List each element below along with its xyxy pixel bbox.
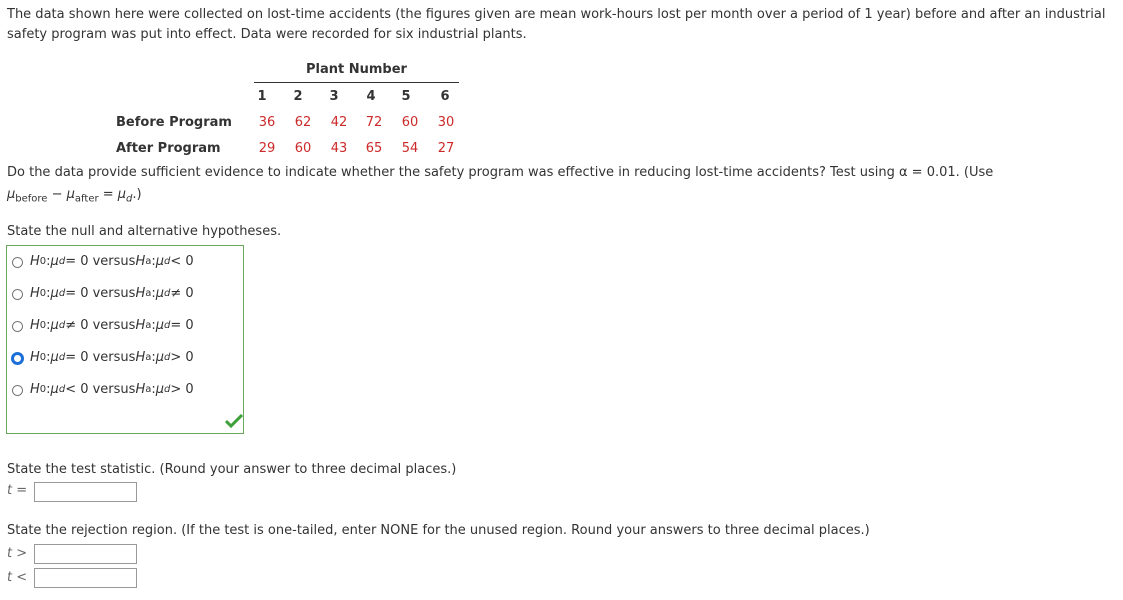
h-symbol: H [30, 318, 40, 333]
null-text: = 0 versus [65, 286, 136, 301]
radio-button[interactable] [12, 289, 23, 300]
table-cell: 30 [437, 115, 455, 130]
table-cell: 36 [258, 115, 276, 130]
t-greater-label: t > [7, 546, 28, 561]
closing-text: .) [132, 187, 142, 202]
d-subscript: d [164, 256, 171, 267]
mu-symbol: μ [50, 254, 59, 269]
d-subscript: d [58, 384, 66, 395]
colon: : [46, 286, 51, 301]
d-subscript: d [164, 320, 171, 331]
h-symbol: H [135, 286, 146, 301]
null-text: = 0 versus [65, 350, 136, 365]
d-subscript: d [58, 320, 66, 331]
colon: : [151, 350, 156, 365]
rejection-lower-input[interactable] [34, 568, 137, 588]
h-symbol: H [135, 318, 146, 333]
test-statistic-prompt: State the test statistic. (Round your answer to three decimal places.) [7, 462, 457, 477]
null-text: ≠ 0 versus [65, 318, 136, 333]
hypothesis-option[interactable] [12, 283, 194, 305]
hypothesis-option-selected[interactable] [12, 347, 194, 369]
ha-subscript: a [145, 320, 152, 331]
colon: : [151, 318, 156, 333]
h-symbol: H [30, 350, 40, 365]
table-cell: 65 [365, 141, 383, 156]
radio-button[interactable] [12, 321, 23, 332]
mu-symbol: μ [66, 187, 75, 202]
table-cell: 72 [365, 115, 383, 130]
h-symbol: H [135, 254, 146, 269]
table-row [0, 139, 470, 159]
alt-text: > 0 [170, 382, 194, 397]
alt-text: = 0 [170, 318, 194, 333]
plant-header: 4 [366, 89, 376, 104]
table-cell: 62 [294, 115, 312, 130]
table-cell: 60 [294, 141, 312, 156]
alt-text: < 0 [170, 254, 194, 269]
table-row [0, 113, 470, 133]
null-text: < 0 versus [65, 382, 136, 397]
plant-header: 5 [401, 89, 411, 104]
mu-symbol: μ [7, 187, 16, 202]
colon: : [46, 350, 51, 365]
colon: : [46, 318, 51, 333]
radio-button[interactable] [12, 385, 23, 396]
mu-symbol: μ [50, 318, 59, 333]
hypothesis-option[interactable] [12, 315, 194, 337]
after-subscript: after [74, 193, 99, 205]
ha-subscript: a [145, 288, 152, 299]
alt-text: > 0 [170, 350, 194, 365]
equals-sign: = [98, 187, 118, 202]
colon: : [151, 286, 156, 301]
colon: : [151, 382, 156, 397]
rejection-upper-input[interactable] [34, 544, 137, 564]
hypotheses-prompt: State the null and alternative hypotheses. [7, 224, 282, 239]
row-label: Before Program [116, 115, 232, 130]
table-cell: 27 [437, 141, 455, 156]
table-header-row [0, 87, 470, 107]
ha-subscript: a [145, 256, 152, 267]
plant-header: 3 [329, 89, 339, 104]
h-symbol: H [30, 286, 40, 301]
d-subscript: d [58, 352, 66, 363]
h-symbol: H [30, 382, 40, 397]
mu-symbol: μ [155, 382, 165, 397]
question-text [7, 162, 1117, 211]
d-subscript: d [126, 193, 133, 205]
alt-text: ≠ 0 [170, 286, 194, 301]
t-less-label: t < [7, 570, 28, 585]
mu-symbol: μ [50, 350, 59, 365]
mu-symbol: μ [155, 318, 165, 333]
hypothesis-option[interactable] [12, 251, 194, 273]
hypothesis-option[interactable] [12, 379, 194, 401]
h0-subscript: 0 [39, 384, 47, 395]
mu-symbol: μ [50, 382, 59, 397]
plant-header: 2 [293, 89, 303, 104]
mu-symbol: μ [117, 187, 127, 202]
d-subscript: d [164, 288, 171, 299]
radio-button-selected[interactable] [11, 352, 24, 365]
hypotheses-options [6, 245, 244, 434]
ha-subscript: a [145, 352, 152, 363]
minus-sign: − [47, 187, 67, 202]
before-subscript: before [15, 193, 48, 205]
d-subscript: d [164, 352, 171, 363]
rejection-region-prompt: State the rejection region. (If the test is one-tailed, enter NONE for the unused region. Round your answers to three decimal places.) [7, 523, 870, 538]
h0-subscript: 0 [39, 288, 47, 299]
h0-subscript: 0 [39, 352, 47, 363]
h-symbol: H [30, 254, 40, 269]
plant-header: 6 [440, 89, 450, 104]
d-subscript: d [164, 384, 171, 395]
check-icon [225, 414, 243, 428]
table-title: Plant Number [306, 62, 407, 77]
d-subscript: d [58, 256, 66, 267]
h-symbol: H [135, 350, 146, 365]
mu-symbol: μ [155, 254, 165, 269]
table-cell: 60 [401, 115, 419, 130]
colon: : [46, 382, 51, 397]
mu-symbol: μ [155, 286, 165, 301]
plant-header: 1 [257, 89, 267, 104]
h0-subscript: 0 [39, 320, 47, 331]
mu-symbol: μ [155, 350, 165, 365]
question-prompt: Do the data provide sufficient evidence to indicate whether the safety program was effective in reducing lost-time accidents? Test using α = 0.01. (Use [7, 165, 994, 180]
h0-subscript: 0 [39, 256, 47, 267]
radio-button[interactable] [12, 257, 23, 268]
table-cell: 29 [258, 141, 276, 156]
null-text: = 0 versus [65, 254, 136, 269]
table-cell: 42 [330, 115, 348, 130]
colon: : [151, 254, 156, 269]
table-rule [254, 82, 459, 83]
mu-symbol: μ [50, 286, 59, 301]
table-cell: 43 [330, 141, 348, 156]
row-label: After Program [116, 141, 221, 156]
table-cell: 54 [401, 141, 419, 156]
t-equals-label: t = [7, 483, 28, 498]
h-symbol: H [135, 382, 146, 397]
d-subscript: d [58, 288, 66, 299]
colon: : [46, 254, 51, 269]
ha-subscript: a [145, 384, 152, 395]
intro-paragraph: The data shown here were collected on lost-time accidents (the figures given are mean work-hours lost per month over a period of 1 year) before and after an industrial safety program was put into effect. Data were recorded for six industrial plants. [7, 7, 1106, 42]
test-statistic-input[interactable] [34, 482, 137, 502]
